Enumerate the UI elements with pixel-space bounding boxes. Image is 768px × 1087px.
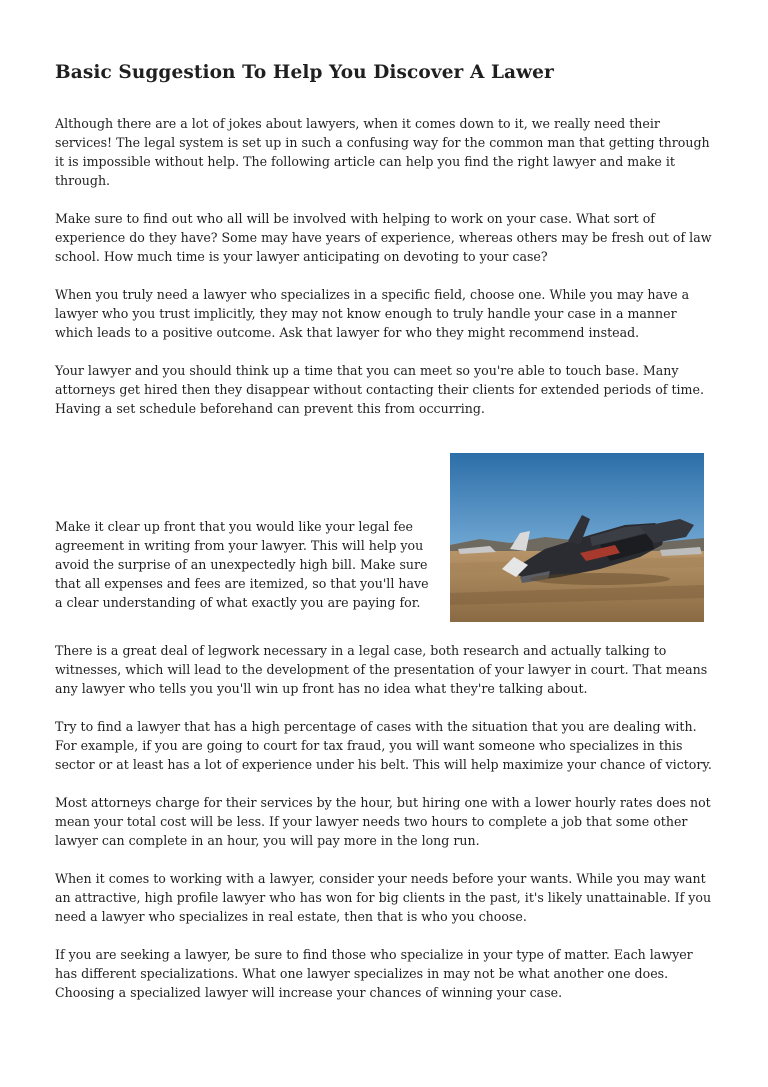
paragraph: Your lawyer and you should think up a time that you can meet so you're able to touch base. Many attorneys get hired then they disappear without contacting their clients for extended periods of time. Having a set schedule beforehand can prevent this from occurring. (55, 363, 704, 416)
paragraph: Make it clear up front that you would like your legal fee agreement in writing from your lawyer. This will help you avoid the surprise of an unexpectedly high bill. Make sure that all expenses and fees are itemized, so that you'll have a clear understanding of what exactly you are paying for. (55, 519, 429, 610)
crashed-airplane-photo (450, 453, 704, 622)
paragraph: There is a great deal of legwork necessary in a legal case, both research and actually talking to witnesses, which will lead to the development of the presentation of your lawyer in court. That means any lawyer who tells you you'll win up front has no idea what they're talking about. (55, 643, 708, 696)
paragraph: Although there are a lot of jokes about lawyers, when it comes down to it, we really need their services! The legal system is set up in such a confusing way for the common man that getting through it is impossible without help. The following article can help you find the right lawyer and make it through. (55, 116, 710, 188)
paragraph: If you are seeking a lawyer, be sure to find those who specialize in your type of matter. Each lawyer has different specializations. What one lawyer specializes in may not be what another one does. Choosing a specialized lawyer will increase your chances of winning your case. (55, 947, 693, 1000)
paragraph: When you truly need a lawyer who specializes in a specific field, choose one. While you may have a lawyer who you trust implicitly, they may not know enough to truly handle your case in a manner which leads to a positive outcome. Ask that lawyer for who they might recommend instead. (55, 287, 690, 340)
page-title: Basic Suggestion To Help You Discover A Lawer (55, 62, 554, 83)
document-page (55, 58, 715, 1021)
paragraph: Most attorneys charge for their services by the hour, but hiring one with a lower hourly rates does not mean your total cost will be less. If your lawyer needs two hours to complete a job that some other lawyer can complete in an hour, you will pay more in the long run. (55, 795, 711, 848)
paragraph: When it comes to working with a lawyer, consider your needs before your wants. While you may want an attractive, high profile lawyer who has won for big clients in the past, it's likely unattainable. If you need a lawyer who specializes in real estate, then that is who you choose. (55, 871, 712, 924)
paragraph: Make sure to find out who all will be involved with helping to work on your case. What sort of experience do they have? Some may have years of experience, whereas others may be fresh out of law school. How much time is your lawyer anticipating on devoting to your case? (55, 211, 712, 264)
paragraph: Try to find a lawyer that has a high percentage of cases with the situation that you are dealing with. For example, if you are going to court for tax fraud, you will want someone who specializes in this sector or at least has a lot of experience under his belt. This will help maximize your chance of victory. (55, 719, 712, 772)
image-text-block (55, 453, 715, 622)
